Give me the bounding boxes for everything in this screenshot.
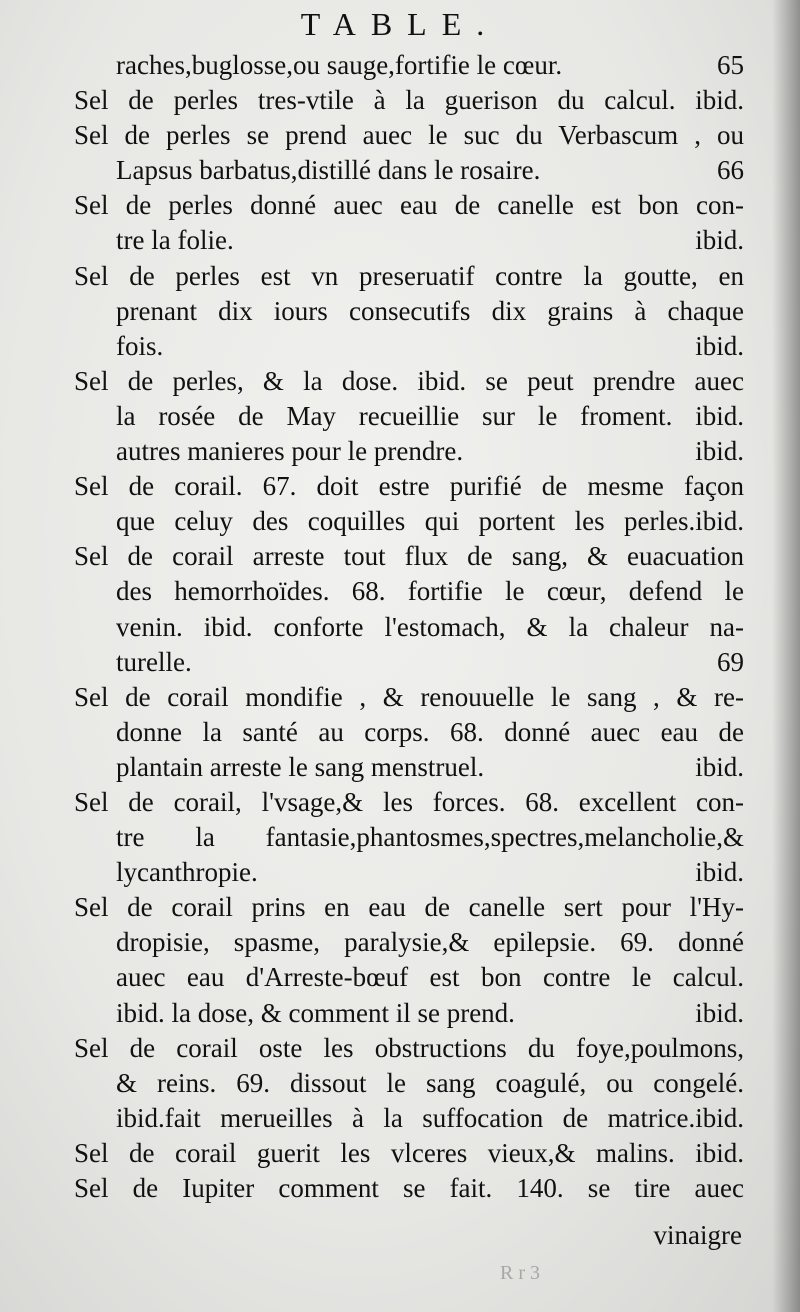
index-entry-continuation (74, 48, 744, 83)
entry-text: Sel de perles tres-vtile à la guerison du calcul. ibid. (74, 85, 744, 116)
page-edge-shadow (772, 0, 800, 1312)
index-entry-line (74, 188, 744, 223)
page-reference: ibid. (695, 857, 744, 888)
index-entry-continuation (74, 294, 744, 329)
index-entry-line (74, 1031, 744, 1066)
index-entry-continuation (74, 750, 744, 785)
entry-text: dropisie, spasme, paralysie,& epilepsie. 69. donné (116, 927, 744, 958)
entry-text: la rosée de May recueillie sur le froment. ibid. (116, 400, 744, 431)
index-entry-continuation (74, 855, 744, 890)
index-entry-line (74, 785, 744, 820)
index-entry-continuation (74, 574, 744, 609)
entry-text: Sel de perles donné auec eau de canelle est bon con- (74, 190, 744, 221)
index-entry-line (74, 539, 744, 574)
index-entry-continuation (74, 153, 744, 188)
page-reference: ibid. (695, 225, 744, 256)
page-reference: ibid. (695, 751, 744, 782)
entry-text: Sel de perles se prend auec le suc du Verbascum , ou (74, 120, 744, 151)
index-entry-line (74, 83, 744, 118)
index-entry-continuation (74, 1101, 744, 1136)
page-reference: ibid. (695, 330, 744, 361)
catchword: vinaigre (653, 1220, 742, 1250)
entry-text: Sel de corail prins en eau de canelle sert pour l'Hy- (74, 892, 744, 923)
page-reference: ibid. (695, 436, 744, 467)
index-entry-continuation (74, 1066, 744, 1101)
entry-text: Sel de corail. 67. doit estre purifié de mesme façon (74, 471, 744, 502)
entry-text: raches,buglosse,ou sauge,fortifie le cœur. (116, 50, 563, 80)
entry-text: auec eau d'Arreste-bœuf est bon contre le calcul. (116, 962, 744, 993)
index-entry-continuation (74, 610, 744, 645)
entry-text: ibid. la dose, & comment il se prend. (116, 997, 515, 1028)
index-entry-continuation (74, 223, 744, 258)
page-reference: ibid. (695, 997, 744, 1028)
entry-text: tre la fantasie,phantosmes,spectres,melancholie,& (116, 822, 744, 853)
index-entry-continuation (74, 399, 744, 434)
running-head: TABLE. (300, 6, 500, 42)
entry-text: Sel de Iupiter comment se fait. 140. se tire auec (74, 1173, 744, 1203)
index-entry-continuation (74, 960, 744, 995)
index-entry-line (74, 1171, 744, 1206)
entry-text: Sel de corail oste les obstructions du foye,poulmons, (74, 1032, 744, 1063)
page-reference: 66 (717, 155, 744, 186)
entry-text: des hemorrhoïdes. 68. fortifie le cœur, defend le (116, 576, 744, 607)
index-entry-line (74, 469, 744, 504)
index-entry-line (74, 118, 744, 153)
index-entry-continuation (74, 434, 744, 469)
entry-text: Sel de corail mondifie , & renouuelle le sang , & re- (74, 681, 744, 712)
index-entry-line (74, 680, 744, 715)
entry-text: plantain arreste le sang menstruel. (116, 751, 485, 782)
entry-text: prenant dix iours consecutifs dix grains à chaque (116, 295, 744, 326)
entry-text: venin. ibid. conforte l'estomach, & la chaleur na- (116, 611, 744, 642)
index-entry-line (74, 890, 744, 925)
index-entry-line (74, 259, 744, 294)
entry-text: Sel de perles, & la dose. ibid. se peut prendre auec (74, 365, 744, 396)
index-entry-continuation (74, 925, 744, 960)
entry-text: que celuy des coquilles qui portent les perles.ibid. (116, 506, 744, 537)
entry-text: Sel de corail arreste tout flux de sang, & euacuation (74, 541, 744, 572)
entry-text: lycanthropie. (116, 857, 258, 888)
index-entry-continuation (74, 820, 744, 855)
index-entry-line (74, 364, 744, 399)
index-entry-continuation (74, 504, 744, 539)
index-entry-continuation (74, 329, 744, 364)
index-entries (74, 48, 744, 1206)
entry-text: turelle. (116, 646, 192, 677)
index-entry-continuation (74, 715, 744, 750)
entry-text: donne la santé au corps. 68. donné auec eau de (116, 716, 744, 747)
entry-text: Sel de perles est vn preseruatif contre la goutte, en (74, 260, 744, 291)
index-entry-continuation (74, 645, 744, 680)
page-reference: 69 (717, 646, 744, 677)
entry-text: fois. (116, 330, 164, 361)
entry-text: Sel de corail guerit les vlceres vieux,& malins. ibid. (74, 1137, 744, 1168)
index-entry-line (74, 1136, 744, 1171)
entry-text: autres manieres pour le prendre. (116, 436, 464, 467)
entry-text: tre la folie. (116, 225, 234, 256)
entry-text: Sel de corail, l'vsage,& les forces. 68. excellent con- (74, 786, 744, 817)
page-reference: 65 (717, 50, 744, 80)
signature-mark: R r 3 (500, 1262, 540, 1284)
index-entry-continuation (74, 996, 744, 1031)
entry-text: Lapsus barbatus,distillé dans le rosaire. (116, 155, 541, 186)
entry-text: & reins. 69. dissout le sang coagulé, ou congelé. (116, 1067, 744, 1098)
entry-text: ibid.fait merueilles à la suffocation de matrice.ibid. (116, 1102, 744, 1133)
